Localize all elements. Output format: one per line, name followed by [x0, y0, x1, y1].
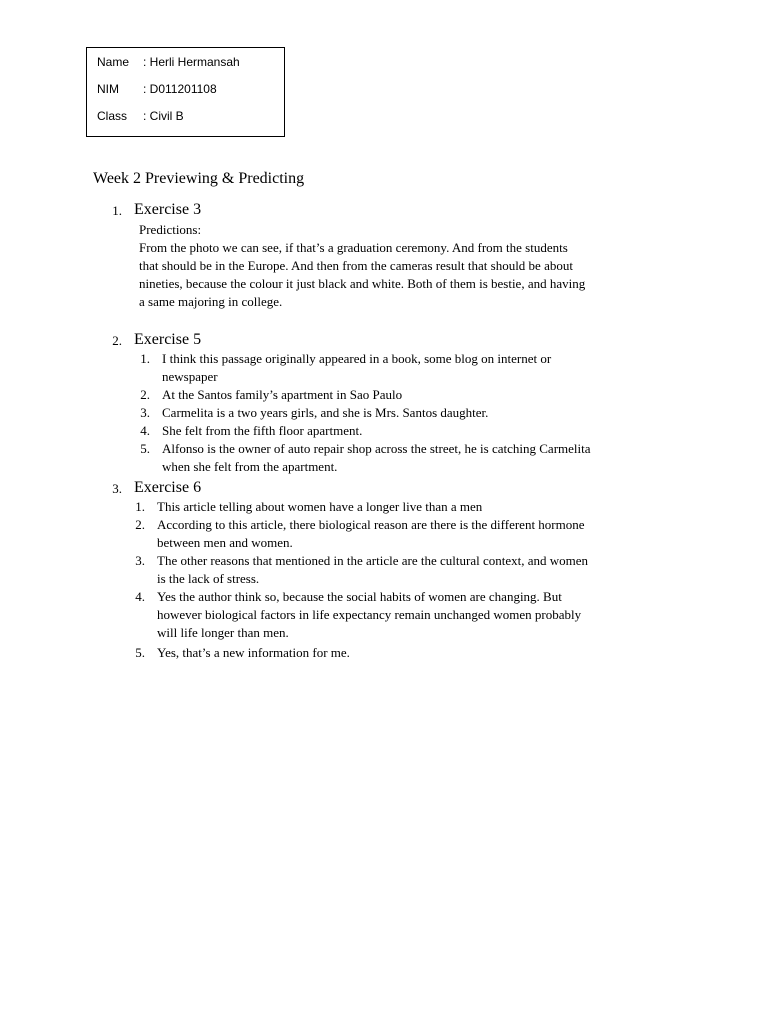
exercise-5-item-text: Carmelita is a two years girls, and she is Mrs. Santos daughter. [162, 405, 489, 420]
name-value: : Herli Hermansah [143, 55, 240, 69]
info-row-class [97, 108, 184, 124]
exercise-6-item-text: Yes, that’s a new information for me. [157, 645, 350, 660]
exercise-3-text-line: From the photo we can see, if that’s a graduation ceremony. And from the students [139, 240, 568, 255]
exercise-5-item-number: 5. [140, 441, 150, 456]
exercise-6-item-number: 5. [135, 645, 145, 660]
exercise-5-item-number: 1. [140, 351, 150, 366]
exercise-6-item-text: According to this article, there biological reason are there is the different hormone [157, 517, 585, 532]
exercise-6-number: 3. [112, 481, 122, 496]
exercise-5-number: 2. [112, 333, 122, 348]
nim-label: NIM [97, 82, 119, 96]
exercise-5-title: Exercise 5 [134, 331, 202, 348]
predictions-label: Predictions: [139, 222, 202, 237]
nim-value: : D011201108 [143, 82, 217, 96]
exercise-6-item-text: Yes the author think so, because the social habits of women are changing. But [157, 589, 562, 604]
class-label: Class [97, 109, 128, 123]
exercise-5-item-text: I think this passage originally appeared in a book, some blog on internet or [162, 351, 552, 366]
exercise-5-item-text: newspaper [162, 369, 218, 384]
student-info-box [86, 47, 285, 137]
exercise-5-item-text: She felt from the fifth floor apartment. [162, 423, 363, 438]
exercise-3-text-line: a same majoring in college. [139, 294, 283, 309]
name-label: Name [97, 55, 130, 69]
exercise-5-item-number: 3. [140, 405, 150, 420]
exercise-6-item-text: This article telling about women have a longer live than a men [157, 499, 483, 514]
exercise-3-text-line: that should be in the Europe. And then from the cameras result that should be about [139, 258, 573, 273]
exercise-3-text-line: nineties, because the colour it just black and white. Both of them is bestie, and having [139, 276, 586, 291]
info-row-nim [97, 81, 217, 97]
exercise-6-item-text: The other reasons that mentioned in the article are the cultural context, and women [157, 553, 589, 568]
exercise-5-item-text: Alfonso is the owner of auto repair shop across the street, he is catching Carmelita [162, 441, 591, 456]
exercise-5-item-number: 4. [140, 423, 150, 438]
exercise-5-item-text: At the Santos family’s apartment in Sao Paulo [162, 387, 403, 402]
exercise-5-item-number: 2. [140, 387, 150, 402]
exercise-6-title: Exercise 6 [134, 479, 202, 496]
exercise-6-item-text: will life longer than men. [157, 625, 289, 640]
class-value: : Civil B [143, 109, 184, 123]
exercise-6-item-text: between men and women. [157, 535, 293, 550]
exercise-3-number: 1. [112, 203, 122, 218]
exercise-6-item-text: however biological factors in life expectancy remain unchanged women probably [157, 607, 582, 622]
exercise-6-item-number: 2. [135, 517, 145, 532]
exercise-6-item-number: 4. [135, 589, 145, 604]
exercise-6-item-number: 3. [135, 553, 145, 568]
exercise-6-item-number: 1. [135, 499, 145, 514]
exercise-3-title: Exercise 3 [134, 201, 202, 218]
page-title: Week 2 Previewing & Predicting [93, 170, 305, 187]
exercise-6-item-text: is the lack of stress. [157, 571, 260, 586]
exercise-5-item-text: when she felt from the apartment. [162, 459, 338, 474]
info-row-name [97, 54, 240, 70]
